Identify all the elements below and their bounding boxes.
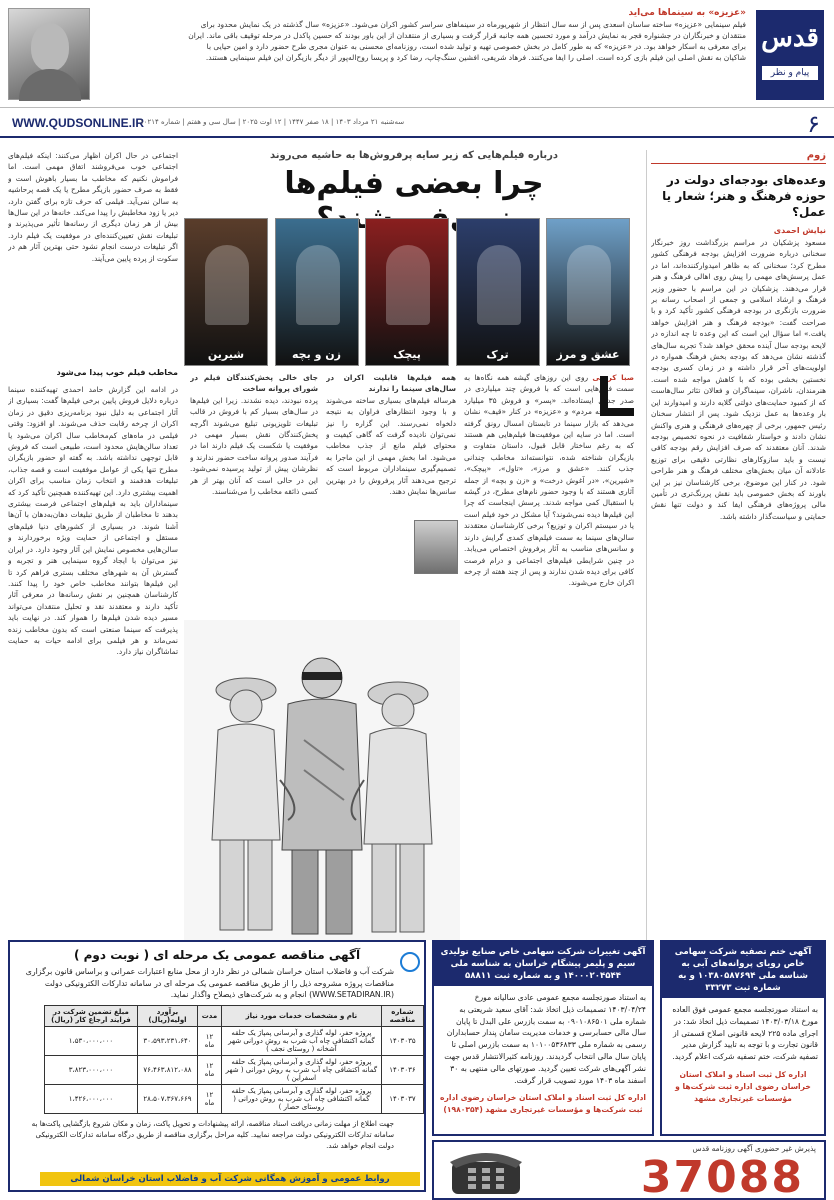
lead-news-title[interactable]: «عزیزه» به سینماها می‌آید [628, 8, 746, 18]
tender-col-name: نام و مشخصات خدمات مورد نیاز [221, 1005, 381, 1026]
tender-advertisement [8, 940, 426, 1192]
newspaper-logo[interactable] [756, 10, 824, 100]
notice-right-body: به استناد صورتجلسه مجمع عمومی فوق العاده مورخ ۱۴۰۳/۰۳/۱۸ تصمیمات ذیل اتخاذ شد: در اجرای ماده ۲۲۵ لایحه قانونی اصلاح قسمتی از قانون تجارت و با توجه به تایید گزارش مدیر تصفیه شرکت، ختم تصفیه شرکت اعلام گردید. [672, 1005, 818, 1062]
tender-name: پروژه حفر، لوله گذاری و آبرسانی پمپاژ یک حلقه گمانه اکتشافی چاه آب شرب به روش دورانی ( شهر اسفراین ) [221, 1055, 381, 1084]
tender-guarantee: ۳،۸۲۳،۰۰۰،۰۰۰ [45, 1055, 138, 1084]
mid-right-text: هرساله فیلم‌های بسیاری ساخته می‌شوند و با وجود انتظارهای فراوان به نتیجه دلخواه نمی‌رسند. این گزاره را نیز نمی‌توان نادیده گرفت که گاهی کیفیت و محتوای فیلم مانع از جذب مخاطب می‌شود. اما بخش مهمی از این ماجرا به تصمیم‌گیری سینماداران مربوط است که ترجیح می‌دهند آثار پرفروش را در بهترین سانس‌ها نمایش دهند. [326, 395, 456, 497]
tender-col-number: شماره مناقصه [381, 1005, 423, 1026]
tender-guarantee: ۱،۵۳۰،۰۰۰،۰۰۰ [45, 1026, 138, 1055]
tender-table-header [45, 1005, 424, 1026]
lead-news-text: فیلم سینمایی «عزیزه» ساخته ساسان اسعدی پس از سه سال انتظار از شهریورماه در سینماهای سراسر کشور اکران می‌شود. «عزیزه» سال گذشته در یک نمایش محدود برای منتقدان و خبرنگاران در جشنواره فجر به نمایش درآمد و مورد تحسین همه جانبه قرار گرفت و بسیاری از منتقدان از این باور بودند که حسین پاکدل در مرحله توقیف باقی ماند. ایران برای معرفی به اسکار خواهد بود. در «عزیزه» که به طور کامل در بخش خصوصی تهیه و تولید شده است، روزنامه‌ای محسنی به عنوان مجری طرح حضور دارد و امین حیایی با شاکیان به نقش اصلی این فیلم بازی کرده است. اصلی را ایفا می‌کنند. فرهاد شریفی، افشین سنگ‌چاپ، رضا کرد و پریسا روح‌اله‌پور از دیگر بازیگران این فیلم سینمایی هستند. [188, 20, 746, 62]
tender-footer: جهت اطلاع از مهلت زمانی دریافت اسناد مناقصه، ارائه پیشنهادات و تحویل پاکت، زمان و مکان شروع بازگشایی پاکت‌ها به سامانه تدارکات الکترونیکی دولت مراجعه نمایید. کلیه مراحل برگزاری مناقصه از طریق درگاه سامانه تدارکات الکترونیکی دولت انجام خواهد شد. [31, 1118, 394, 1150]
logo-text: قدس [761, 23, 819, 53]
notice-mid-heading: آگهی تغییرات شرکت سهامی خاص صنایع تولیدی سیم و پلیمر پیشگام خراسان به شناسه ملی ۱۴۰۰۰۲۰۴۵۴۴ و به شماره ثبت ۵۸۸۱۱ [434, 942, 652, 986]
tender-number: ۱۴۰۳۰۳۷ [381, 1084, 423, 1113]
poster-title: زن و بچه [292, 348, 341, 361]
actor-portrait-image [8, 8, 90, 100]
mid-right-subheading: همه فیلم‌ها قابلیت اکران در سال‌های سینما را ندارند [326, 373, 456, 394]
tender-number: ۱۴۰۳۰۳۵ [381, 1026, 423, 1055]
phone-number[interactable]: 37088 [640, 1152, 804, 1200]
zoom-headline[interactable]: وعده‌های بودجه‌ای دولت در حوزه فرهنگ و هنر؛ شعار یا عمل؟ [662, 173, 826, 219]
tender-estimate: ۲۸،۵۰۷،۳۶۷،۶۶۹ [137, 1084, 197, 1113]
site-url-link[interactable]: WWW.QUDSONLINE.IR [12, 116, 144, 130]
article-column-mid-left [190, 372, 318, 632]
issue-date: سه‌شنبه ۲۱ مرداد ۱۴۰۳ | ۱۸ صفر ۱۴۴۷ | ۱۲ اوت ۲۰۲۵ | سال سی و هفتم | شماره ۱۰۲۱۴ [140, 118, 405, 126]
tender-number: ۱۴۰۳۰۳۶ [381, 1055, 423, 1084]
author-photo [414, 520, 458, 574]
article-main-text: روی این روزهای گیشه همه نگاه‌ها به سمت فیلم‌هایی است که با فروش چند میلیاردی در صدر جدول ایستاده‌اند. «پسر» و فروش ۳۵ میلیارد تومانی «بچه مردم» و «عزیزه» در کنار «قیف» نشان می‌دهد که بازار سینما در تابستان امسال رونق گرفته است. اما در سایه این موفقیت‌ها فیلم‌هایی هم هستند که به رغم ساختار قابل قبول، داستان متفاوت و بازیگران شناخته شده، نتوانسته‌اند مخاطب چندانی جذب کنند. «عشق و مرز»، «تاول»، «پیچک»، «شیرین»، «در آغوش درخت» و «زن و بچه» از جمله آثاری هستند که با وجود حضور نام‌های مطرح، در گیشه با استقبال کمی مواجه شدند. پرسش اینجاست که چرا این فیلم‌ها دیده نمی‌شوند؟ آیا مشکل در خود فیلم است یا در سیستم اکران و توزیع؟ برخی کارشناسان معتقدند سالن‌های سینما به سمت فیلم‌های کمدی گرایش دارند و سانس‌های مناسب به آثار پرفروش اختصاص می‌یابد. در چنین شرایطی فیلم‌های اجتماعی و درام فرصت کافی برای دیده شدن ندارند و پس از چند هفته از چرخه اکران خارج می‌شوند. [464, 373, 634, 588]
tender-estimate: ۷۶،۴۶۳،۸۱۲،۰۸۸ [137, 1055, 197, 1084]
article-column-main [464, 372, 634, 802]
poster-figure [205, 245, 249, 325]
section-tag: زوم [651, 150, 826, 164]
tender-col-estimate: برآورد اولیه(ریال) [137, 1005, 197, 1026]
poster-figure [386, 245, 430, 325]
article-kicker: درباره فیلم‌هایی که زیر سایه پرفروش‌ها به حاشیه می‌روند [269, 150, 559, 161]
notice-mid-body: به استناد صورتجلسه مجمع عمومی عادی سالیانه مورخ ۱۴۰۳/۰۴/۲۴ تصمیمات ذیل اتخاذ شد: آقای سعید شریعتی به شماره ملی ۰۹۰۱۰۸۶۵۰۱ به سمت بازرس علی البدل تا پایان سال مالی حسابرسی و خدمات مدیریت سامان پندار حسابداران رسمی به شماره ملی ۱۰۱۰۰۵۳۶۸۳۳ به سمت بازرس اصلی تا پایان سال مالی انتخاب گردیدند. روزنامه کثیرالانتشار قدس جهت نشر آگهی‌های شرکت تعیین گردید. صورتهای مالی منتهی به ۳۰ اسفند ماه ۱۴۰۳ مورد تصویب قرار گرفت. [444, 993, 646, 1085]
notice-mid-footer: اداره کل ثبت اسناد و املاک استان خراسان رضوی اداره ثبت شرکت‌ها و مؤسسات غیرتجاری مشهد (۱۹۸۰۳۵۴) [440, 1093, 646, 1115]
soldiers-illustration [184, 620, 460, 940]
tender-intro: شرکت آب و فاضلاب استان خراسان شمالی در نظر دارد از محل منابع اعتبارات عمرانی و براساس قانون برگزاری مناقصات پروژه مشروحه ذیل را از طریق مناقصه عمومی یک مرحله ای در سامانه تدارکات الکترونیکی دولت (WWW.SETADIRAN.IR) انجام و به شرکت‌های ذیصلاح واگذار نماید. [25, 967, 394, 1000]
image-caption: مخاطب فیلم خوب پیدا می‌شود [56, 368, 178, 377]
tender-name: پروژه حفر، لوله گذاری و آبرسانی پمپاژ یک حلقه گمانه اکتشافی چاه آب شرب به روش دورانی ( روستای حصار ) [221, 1084, 381, 1113]
poster-figure [296, 245, 340, 325]
poster-title: ترک [486, 348, 509, 361]
mid-left-text: پرده‌ نبودند، دیده نشدند. زیرا این فیلم‌ها در سال‌های بسیار کم با فروش در قالب تبلیغات تلویزیونی تبلیغ می‌شوند اگرچه پخش‌کنندگان نقش بسیار مهمی در موفقیت یا شکست یک فیلم دارند اما در فرآیند صدور پروانه ساخت حضور ندارند و نظرشان پیش از تولید پرسیده نمی‌شود. این در حالی است که آنان بهتر از هر کسی ذائقه مخاطب را می‌شناسند. [190, 395, 318, 497]
zoom-author: نیایش احمدی [773, 226, 826, 235]
tender-side-strip [400, 952, 420, 1172]
article-column-mid-right [326, 372, 456, 612]
tender-col-duration: مدت [198, 1005, 222, 1026]
company-change-notice [432, 940, 654, 1136]
zoom-column [646, 150, 826, 940]
telephone-icon [446, 1148, 526, 1196]
film-poster[interactable] [546, 218, 630, 366]
tender-estimate: ۳۰،۵۹۳،۲۳۱،۶۴۰ [137, 1026, 197, 1055]
article-byline: صبا کریمی [592, 373, 634, 382]
tender-title: آگهی مناقصه عمومی یک مرحله ای ( نوبت دوم ) [73, 948, 361, 962]
poster-title: شیرین [207, 348, 245, 361]
article-lead-left: اجتماعی در حال اکران اظهار می‌کنند: اینکه فیلم‌های اجتماعی خوب می‌فروشند اتفاق مهمی است. اما فراموش نکنیم که مخاطب ما بسیار باهوش است و فقط به صرف حضور بازیگر مطرح یا یک قصه پرحاشیه به سالن نمی‌آید. فیلمی که حرف تازه برای گفتن دارد، دیر یا زود مخاطبش را پیدا می‌کند. خانه‌ها در این سال‌ها بیش از هر زمان دیگری از رسانه‌ها تأثیر می‌پذیرند و تبلیغات نقش تعیین‌کننده‌ای در موفقیت یک فیلم دارد. اگر تبلیغات درست انجام نشود حتی بهترین آثار هم در سکوت از پرده پایین می‌آیند. [8, 151, 178, 263]
tender-col-guarantee: مبلغ تضمین شرکت در فرایند ارجاع کار (ریال) [45, 1005, 138, 1026]
article-column-left: در ادامه این گزارش حامد احمدی تهیه‌کننده سینما درباره دلایل فروش پایین برخی فیلم‌ها گفت: بسیاری از آثار اجتماعی به دلیل نبود برنامه‌ریزی دقیق در زمان اکران از چرخه رقابت حذف می‌شوند. او افزود: وقتی فیلمی در ماه‌های کم‌مخاطب سال اکران می‌شود یا تعداد سالن‌هایش محدود است، طبیعی است که فروش قابل توجهی نداشته باشد. به گفته او حضور بازیگران مطرح تنها یکی از عوامل موفقیت است و قصه جذاب، تبلیغات هدفمند و انتخاب زمان مناسب برای اکران اهمیت بیشتری دارد. این تهیه‌کننده همچنین تأکید کرد که سینماداران باید به فیلم‌های اجتماعی فرصت بیشتری بدهند تا مخاطبان از طریق تبلیغات دهان‌به‌دهان با آن‌ها آشنا شوند. در بسیاری از کشورهای دنیا فیلم‌های مستقل و اجتماعی از حمایت ویژه برخوردارند و سالن‌هایی مخصوص نمایش این آثار وجود دارد. در ایران نیز می‌توان با ایجاد گروه سینمایی هنر و تجربه و گسترش آن به شهرهای مختلف بستری فراهم کرد تا این فیلم‌ها بتوانند مخاطب خاص خود را پیدا کنند. کارشناسان همچنین بر نقش رسانه‌ها در معرفی آثار تأکید دارند و معتقدند نقد و تحلیل منتقدان می‌تواند مسیر دیده شدن فیلم‌ها را هموار کند. در نهایت باید پذیرفت که سینما صنعتی است که بدون مخاطب زنده نمی‌ماند و هر فیلمی برای ادامه حیات به حمایت تماشاگران نیاز دارد. [8, 385, 178, 657]
film-poster[interactable] [275, 218, 359, 366]
poster-figure [567, 245, 611, 325]
mid-left-subheading: جای خالی پخش‌کنندگان فیلم در شورای پروانه ساخت [190, 373, 318, 394]
issue-bar [0, 108, 834, 138]
film-poster[interactable] [184, 218, 268, 366]
page-header [0, 0, 834, 108]
drop-cap-decoration [600, 376, 634, 416]
advertisements-area [0, 940, 834, 1200]
table-row [45, 1055, 424, 1084]
article-headline[interactable]: چرا بعضی فیلم‌ها [284, 166, 544, 201]
tender-name: پروژه حفر، لوله گذاری و آبرسانی پمپاژ یک حلقه گمانه اکتشافی چاه آب شرب به روش دورانی شهر آشخانه ( روستای نجف ) [221, 1026, 381, 1055]
tender-table [44, 1005, 424, 1114]
logo-subtext: پیام و نظر [762, 66, 818, 80]
poster-title: پیچک [393, 348, 421, 361]
notice-right-heading: آگهی ختم تصفیه شرکت سهامی خاص رویای پروانه‌های آبی به شناسه ملی ۱۰۳۸۰۵۸۷۶۹۴ و به شماره ثبت ۳۳۲۷۳ [662, 942, 824, 998]
table-row [45, 1026, 424, 1055]
tender-duration: ۱۲ ماه [198, 1084, 222, 1113]
poster-title: عشق و مرز [556, 348, 620, 361]
lead-news-column [186, 8, 746, 100]
notice-right-footer: اداره کل ثبت اسناد و املاک استان خراسان رضوی اداره ثبت شرکت‌ها و مؤسسات غیرتجاری مشهد [675, 1069, 811, 1103]
tender-duration: ۱۲ ماه [198, 1026, 222, 1055]
film-posters-strip [184, 218, 630, 366]
page-number: ۶ [807, 110, 820, 138]
zoom-body: مسعود پزشکیان در مراسم بزرگداشت روز خبرنگار سخنانی درباره ضرورت افزایش بودجه فرهنگی کشور مطرح کرد؛ سخنانی که به ظاهر امیدوارکننده‌اند، اما در عمل پرسش‌های مهمی را پیش روی اهالی فرهنگ و هنر قرار می‌دهند. پزشکیان در این مراسم با حضور وزیر فرهنگ و ارشاد اسلامی و جمعی از اصحاب رسانه بر ضرورت بازنگری در بودجه فرهنگی کشور تأکید کرد و با صراحت گفت: «بودجه فرهنگ و هنر افزایش خواهد یافت.» اما سؤال این است که این وعده تا چه اندازه در لایحه بودجه سال آینده محقق خواهد شد؟ تجربه سال‌های گذشته نشان می‌دهد که بودجه بخش فرهنگ همواره در اولویت‌های آخر قرار داشته و در زمان کسری بودجه نخستین بخشی بوده که با کاهش مواجه شده است. هنرمندان، ناشران، سینماگران و فعالان تئاتر سال‌هاست که از کمبود حمایت‌های دولتی گلایه دارند و امیدوارند این بار وعده‌ها به عمل نزدیک شود. پس از انتشار سخنان رئیس جمهور، برخی از چهره‌های فرهنگی و هنری واکنش نشان دادند و خواستار شفافیت در نحوه تخصیص بودجه شدند. آنان معتقدند که صرف افزایش رقم بودجه کافی نیست و باید سازوکارهای نظارتی دقیقی برای توزیع عادلانه آن میان بخش‌های مختلف فرهنگ و هنر طراحی شود. در کنار این موضوع، برخی کارشناسان نیز بر این باورند که بخش خصوصی باید نقش پررنگ‌تری در تأمین مالی پروژه‌های فرهنگی ایفا کند و دولت تنها نقش حمایتی و سیاست‌گذار داشته باشد. [651, 238, 826, 521]
tender-organization: روابط عمومی و آموزش همگانی شرکت آب و فاضلاب استان خراسان شمالی [40, 1172, 420, 1186]
film-poster[interactable] [365, 218, 449, 366]
water-company-emblem-icon [400, 952, 420, 972]
phone-ad-label: پذیرش غیر حضوری آگهی روزنامه قدس [692, 1144, 816, 1153]
poster-figure [477, 245, 521, 325]
ad-phone-banner [432, 1140, 826, 1200]
tender-duration: ۱۲ ماه [198, 1055, 222, 1084]
illustration-drawing [184, 620, 460, 940]
tender-guarantee: ۱،۴۲۶،۰۰۰،۰۰۰ [45, 1084, 138, 1113]
film-poster[interactable] [456, 218, 540, 366]
table-row [45, 1084, 424, 1113]
liquidation-notice [660, 940, 826, 1136]
